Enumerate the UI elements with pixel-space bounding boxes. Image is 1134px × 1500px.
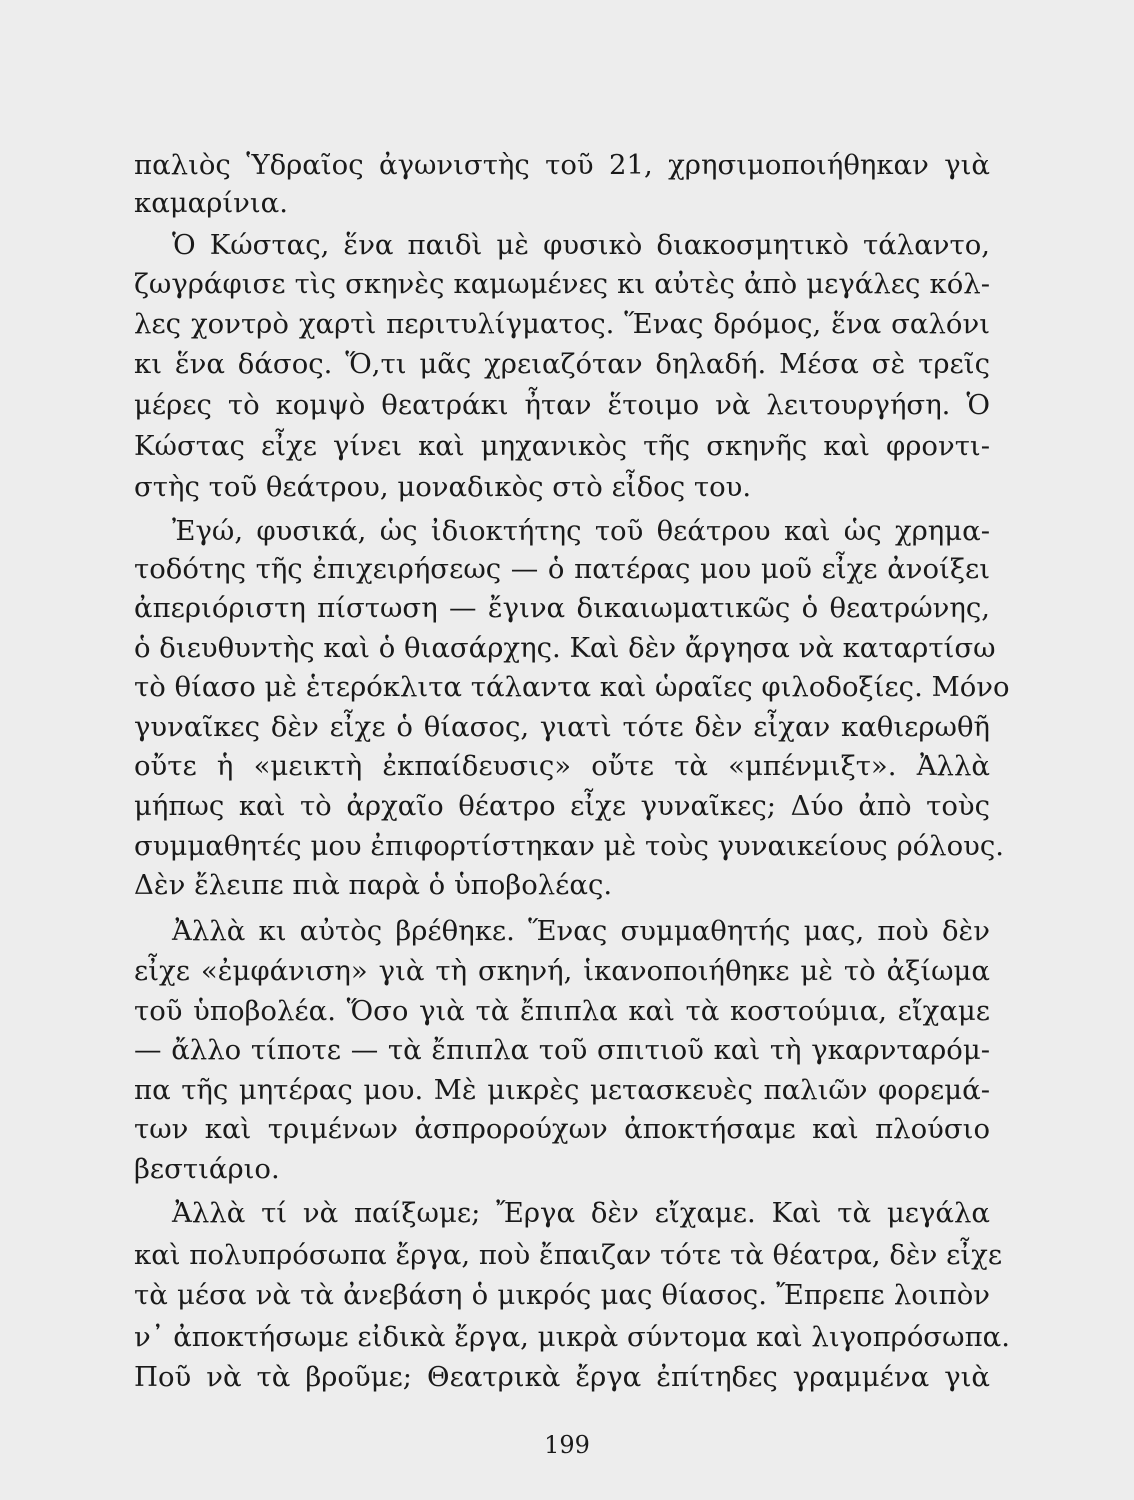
text-line: παλιὸς Ὑδραῖος ἀγωνιστὴς τοῦ 21, χρησιμοποιήθηκαν γιὰ [134,149,990,181]
text-line: Ἀλλὰ κι αὐτὸς βρέθηκε. Ἕνας συμμαθητής μας, ποὺ δὲν [172,915,990,947]
text-line: τὸ θίασο μὲ ἑτερόκλιτα τάλαντα καὶ ὡραῖες φιλοδοξίες. Μόνο [134,671,1010,703]
text-line: οὔτε ἡ «μεικτὴ ἐκπαίδευσις» οὔτε τὰ «μπένμιξτ». Ἀλλὰ [134,750,990,782]
text-line: Ἐγώ, φυσικά, ὡς ἰδιοκτήτης τοῦ θεάτρου καὶ ὡς χρημα- [172,515,990,547]
text-line: Ὁ Κώστας, ἕνα παιδὶ μὲ φυσικὸ διακοσμητικὸ τάλαντο, [172,229,990,261]
text-line: ζωγράφισε τὶς σκηνὲς καμωμένες κι αὐτὲς ἀπὸ μεγάλες κόλ- [134,268,990,300]
text-line: συμμαθητές μου ἐπιφορτίστηκαν μὲ τοὺς γυναικείους ρόλους. [134,830,1005,862]
text-line: τοῦ ὑποβολέα. Ὅσο γιὰ τὰ ἔπιπλα καὶ τὰ κοστούμια, εἴχαμε [134,995,990,1027]
text-line: ὁ διευθυντὴς καὶ ὁ θιασάρχης. Καὶ δὲν ἄργησα νὰ καταρτίσω [134,632,996,664]
text-line: Ποῦ νὰ τὰ βροῦμε; Θεατρικὰ ἔργα ἐπίτηδες γραμμένα γιὰ [134,1361,990,1393]
text-line: Δὲν ἔλειπε πιὰ παρὰ ὁ ὑποβολέας. [134,869,613,901]
text-line: ν᾿ ἀποκτήσωμε εἰδικὰ ἔργα, μικρὰ σύντομα καὶ λιγοπρόσωπα. [134,1321,1010,1353]
text-line: λες χοντρὸ χαρτὶ περιτυλίγματος. Ἕνας δρόμος, ἕνα σαλόνι [134,308,990,340]
text-line: μήπως καὶ τὸ ἀρχαῖο θέατρο εἶχε γυναῖκες; Δύο ἀπὸ τοὺς [134,790,990,822]
text-line: κι ἕνα δάσος. Ὅ,τι μᾶς χρειαζόταν δηλαδή. Μέσα σὲ τρεῖς [134,348,990,380]
text-line: βεστιάριο. [134,1153,280,1185]
text-line: τὰ μέσα νὰ τὰ ἀνεβάση ὁ μικρός μας θίασος. Ἔπρεπε λοιπὸν [134,1279,990,1311]
text-line: καὶ πολυπρόσωπα ἔργα, ποὺ ἔπαιζαν τότε τὰ θέατρα, δὲν εἶχε [134,1239,1003,1271]
text-line: εἶχε «ἐμφάνιση» γιὰ τὴ σκηνή, ἱκανοποιήθηκε μὲ τὸ ἀξίωμα [134,955,990,987]
text-line: γυναῖκες δὲν εἶχε ὁ θίασος, γιατὶ τότε δὲν εἶχαν καθιερωθῆ [134,711,990,743]
text-line: ἀπεριόριστη πίστωση — ἔγινα δικαιωματικῶς ὁ θεατρώνης, [134,592,990,624]
text-line: πα τῆς μητέρας μου. Μὲ μικρὲς μετασκευὲς παλιῶν φορεμά- [134,1074,990,1106]
text-line: καμαρίνια. [134,187,288,219]
text-line: μέρες τὸ κομψὸ θεατράκι ἦταν ἕτοιμο νὰ λειτουργήση. Ὁ [134,389,990,421]
text-line: τοδότης τῆς ἐπιχειρήσεως — ὁ πατέρας μου μοῦ εἶχε ἀνοίξει [134,553,990,585]
text-line: Ἀλλὰ τί νὰ παίξωμε; Ἔργα δὲν εἴχαμε. Καὶ τὰ μεγάλα [172,1197,990,1229]
page-number: 199 [544,1431,590,1459]
text-line: στὴς τοῦ θεάτρου, μοναδικὸς στὸ εἶδος του. [134,471,752,503]
text-line: Κώστας εἶχε γίνει καὶ μηχανικὸς τῆς σκηνῆς καὶ φροντι- [134,430,990,462]
text-line: των καὶ τριμένων ἀσπρορούχων ἀποκτήσαμε καὶ πλούσιο [134,1113,990,1145]
text-line: — ἄλλο τίποτε — τὰ ἔπιπλα τοῦ σπιτιοῦ καὶ τὴ γκαρνταρόμ- [134,1034,990,1066]
